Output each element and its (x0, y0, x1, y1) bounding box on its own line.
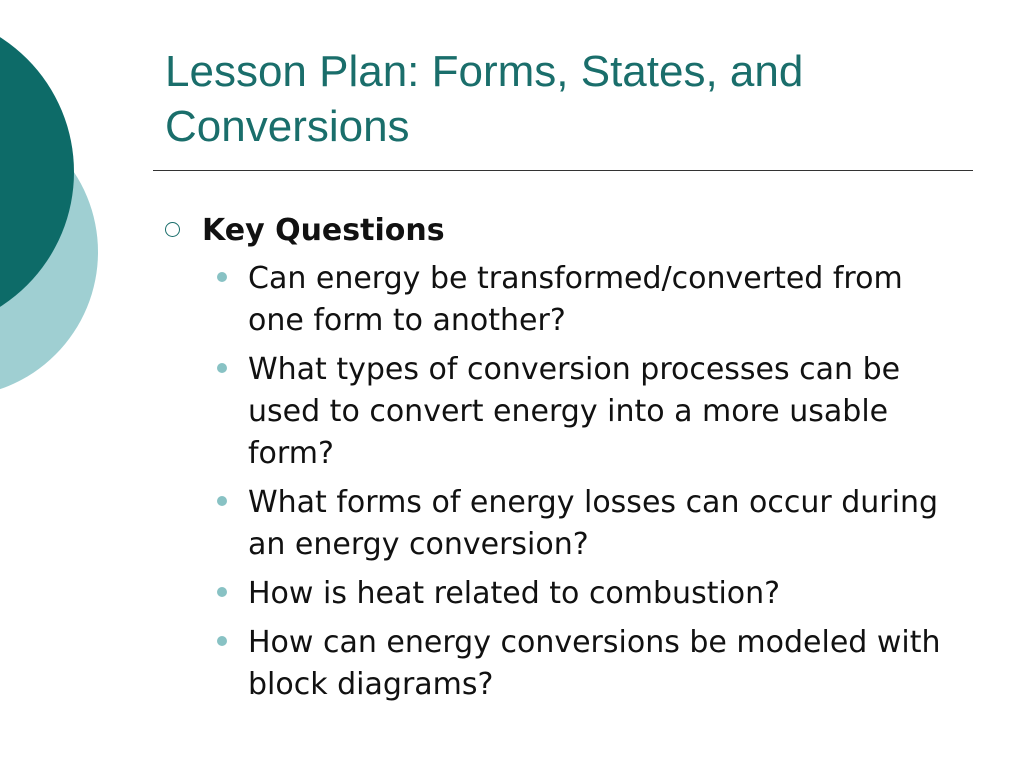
dot-bullet-icon (217, 636, 227, 646)
dot-bullet-icon (217, 363, 227, 373)
question-text: How can energy conversions be modeled with block diagrams? (248, 625, 941, 702)
list-item (217, 622, 965, 706)
list-item (217, 258, 965, 342)
list-item (217, 482, 965, 566)
dot-bullet-icon (217, 272, 227, 282)
list-item (217, 573, 965, 615)
slide-body (165, 210, 965, 713)
question-text: Can energy be transformed/converted from one form to another? (248, 261, 903, 338)
question-text: What types of conversion processes can be used to convert energy into a more usable form? (248, 352, 901, 471)
list-item (217, 349, 965, 475)
hollow-circle-bullet-icon (165, 222, 180, 237)
question-text: What forms of energy losses can occur during an energy conversion? (248, 485, 938, 562)
slide-title: Lesson Plan: Forms, States, and Conversions (165, 47, 804, 151)
dot-bullet-icon (217, 496, 227, 506)
key-questions-bullet (165, 210, 965, 252)
question-text: How is heat related to combustion? (248, 576, 781, 611)
title-divider (153, 170, 973, 171)
key-questions-heading: Key Questions (202, 213, 445, 248)
dot-bullet-icon (217, 587, 227, 597)
question-list (165, 258, 965, 706)
